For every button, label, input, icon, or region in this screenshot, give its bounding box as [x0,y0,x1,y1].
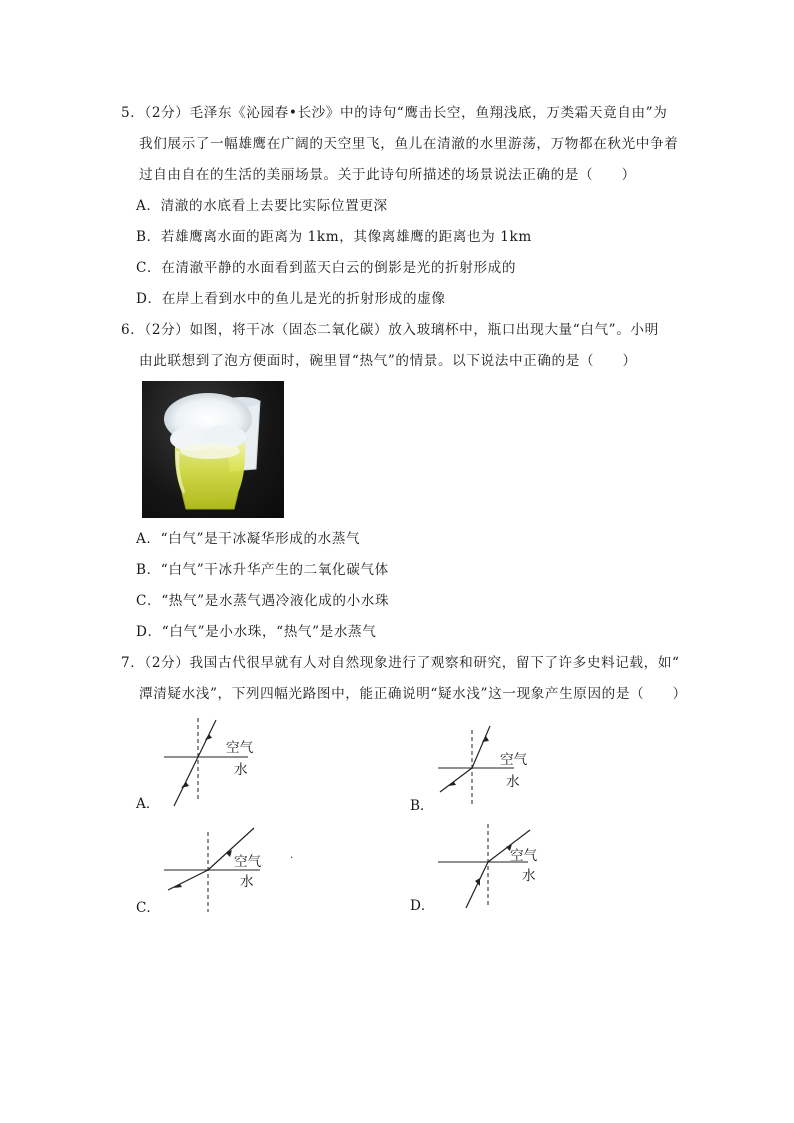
dry-ice-glass-illustration [142,381,284,518]
light-path-diagram-b [410,720,550,815]
q7-stem-line1: 7．（2分）我国古代很早就有人对自然现象进行了观察和研究，留下了许多史料记载，如“ [121,655,680,671]
diagram-a-label: A． [136,796,160,812]
dry-ice-glass-photo [142,381,284,518]
q5-option-b: B．若雄鹰离水面的距离为 1km，其像离雄鹰的距离也为 1km [136,229,532,245]
air-label-c: 空气 [234,854,262,870]
diagram-d-label: D． [410,898,435,914]
diagram-b-label: B． [410,798,434,814]
light-path-diagram-a [136,710,276,810]
diagram-c-label: C． [136,900,160,916]
water-label-c: 水 [240,874,254,890]
q6-option-c: C．“热气”是水蒸气遇冷液化成的小水珠 [136,593,390,609]
q6-option-d: D．“白气”是小水珠，“热气”是水蒸气 [136,624,377,640]
q5-stem-line2: 我们展示了一幅雄鹰在广阔的天空里飞，鱼儿在清澈的水里游荡，万物都在秋光中争着 [139,136,679,152]
q5-option-d: D．在岸上看到水中的鱼儿是光的折射形成的虚像 [136,291,446,307]
q5-option-a: A．清澈的水底看上去要比实际位置更深 [136,198,388,214]
q6-stem-line2: 由此联想到了泡方便面时，碗里冒“热气”的情景。以下说法中正确的是（ ） [139,353,637,369]
air-label-d: 空气 [510,848,538,864]
q6-option-b: B．“白气”干冰升华产生的二氧化碳气体 [136,562,389,578]
q6-option-a: A．“白气”是干冰凝华形成的水蒸气 [136,531,361,547]
air-label-a: 空气 [226,740,254,756]
q6-stem-line1: 6．（2分）如图，将干冰（固态二氧化碳）放入玻璃杯中，瓶口出现大量“白气”。小明 [121,322,659,338]
q7-stem-line2: 潭清疑水浅”，下列四幅光路图中，能正确说明“疑水浅”这一现象产生原因的是（ ） [139,686,687,702]
q5-stem-line1: 5．（2分）毛泽东《沁园春•长沙》中的诗句“鹰击长空，鱼翔浅底，万类霜天竟自由”为 [121,105,668,121]
water-label-b: 水 [506,774,520,790]
q5-option-c: C．在清澈平静的水面看到蓝天白云的倒影是光的折射形成的 [136,260,517,276]
light-path-diagram-d [410,820,560,915]
water-label-d: 水 [522,868,536,884]
light-path-diagram-c [136,820,306,915]
light-path-c-svg [136,820,306,915]
q5-stem-line3: 过自由自在的生活的美丽场景。关于此诗句所描述的场景说法正确的是（ ） [139,167,636,183]
water-label-a: 水 [234,762,248,778]
stray-mark: . [290,850,294,861]
air-label-b: 空气 [500,752,528,768]
